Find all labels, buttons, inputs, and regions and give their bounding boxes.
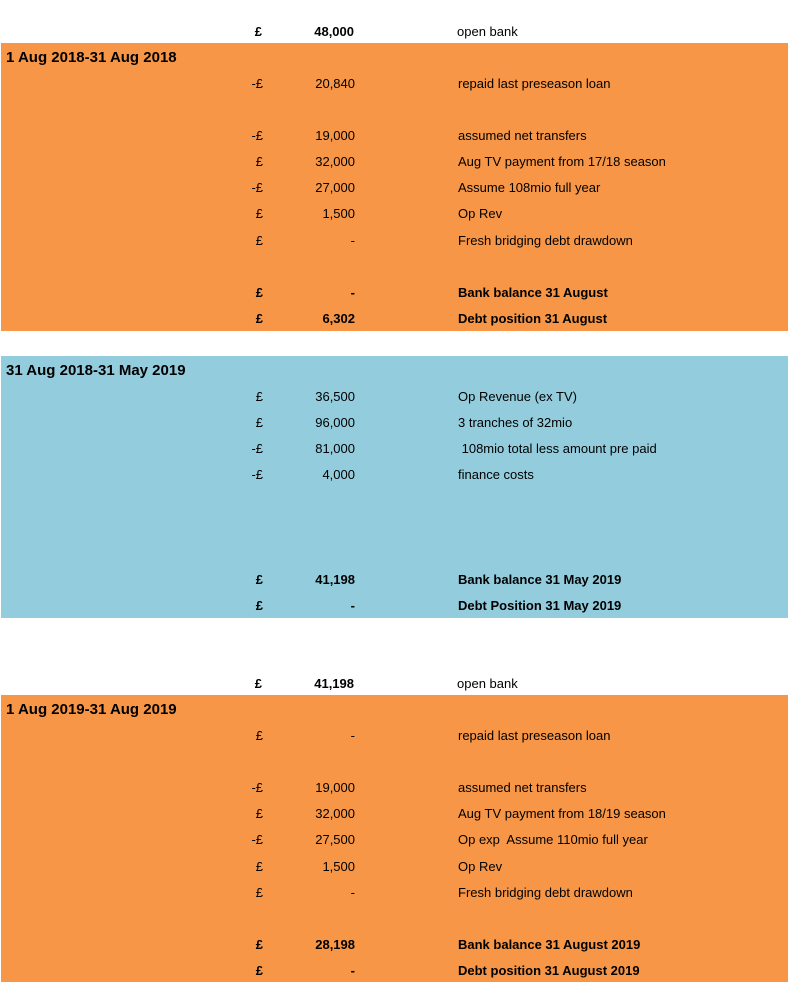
amount-cell: - [350, 885, 355, 900]
description-cell: assumed net transfers [458, 128, 587, 143]
amount-cell: 27,500 [315, 832, 355, 847]
description-cell: open bank [457, 24, 518, 39]
description-cell: 3 tranches of 32mio [458, 415, 573, 430]
section-title: 1 Aug 2018-31 Aug 2018 [6, 49, 177, 66]
description-cell: Bank balance 31 August [458, 285, 608, 300]
currency-cell: £ [255, 206, 263, 221]
amount-cell: - [350, 963, 355, 978]
table-row [1, 854, 793, 880]
amount-cell: 19,000 [315, 128, 355, 143]
total-row [1, 567, 793, 593]
table-row [1, 123, 793, 149]
currency-cell: £ [255, 598, 263, 613]
open-bank-row [0, 671, 793, 697]
description-cell: Debt position 31 August [458, 311, 608, 326]
description-cell: Bank balance 31 August 2019 [458, 937, 641, 952]
currency-cell: £ [255, 572, 263, 587]
section-title-row [1, 358, 793, 384]
description-cell: Op Revenue (ex TV) [458, 389, 577, 404]
currency-cell: £ [255, 728, 263, 743]
amount-cell: 32,000 [315, 806, 355, 821]
section-title: 1 Aug 2019-31 Aug 2019 [6, 701, 177, 718]
table-row [1, 462, 793, 488]
currency-cell: £ [255, 285, 263, 300]
amount-cell: - [350, 728, 355, 743]
currency-cell: -£ [251, 441, 263, 456]
currency-cell: £ [255, 963, 263, 978]
currency-cell: -£ [251, 128, 263, 143]
description-cell: Debt position 31 August 2019 [458, 963, 640, 978]
description-cell: Aug TV payment from 17/18 season [458, 154, 666, 169]
currency-cell: £ [254, 24, 262, 39]
currency-cell: -£ [251, 76, 263, 91]
table-row [1, 175, 793, 201]
currency-cell: £ [255, 885, 263, 900]
section-may-2019 [1, 356, 788, 618]
amount-cell: 36,500 [315, 389, 355, 404]
description-cell: Bank balance 31 May 2019 [458, 572, 622, 587]
description-cell: Fresh bridging debt drawdown [458, 885, 633, 900]
amount-cell: 48,000 [314, 24, 354, 39]
description-cell: Fresh bridging debt drawdown [458, 233, 633, 248]
description-cell: Debt Position 31 May 2019 [458, 598, 622, 613]
currency-cell: £ [255, 311, 263, 326]
total-row [1, 306, 793, 332]
table-row [1, 149, 793, 175]
total-row [1, 280, 793, 306]
table-row [1, 384, 793, 410]
currency-cell: -£ [251, 780, 263, 795]
table-row [1, 775, 793, 801]
description-cell: 108mio total less amount pre paid [458, 441, 657, 456]
total-row [1, 593, 793, 619]
currency-cell: £ [255, 389, 263, 404]
table-row [1, 801, 793, 827]
table-row [1, 880, 793, 906]
description-cell: assumed net transfers [458, 780, 587, 795]
amount-cell: - [350, 598, 355, 613]
currency-cell: £ [255, 233, 263, 248]
currency-cell: -£ [251, 467, 263, 482]
table-row [1, 228, 793, 254]
currency-cell: £ [255, 806, 263, 821]
section-aug-2018 [1, 43, 788, 331]
table-row [1, 827, 793, 853]
section-aug-2019 [1, 695, 788, 982]
section-title-row [1, 45, 793, 71]
amount-cell: - [350, 233, 355, 248]
amount-cell: 4,000 [322, 467, 355, 482]
description-cell: Aug TV payment from 18/19 season [458, 806, 666, 821]
table-row [1, 201, 793, 227]
currency-cell: £ [255, 937, 263, 952]
description-cell: repaid last preseason loan [458, 728, 611, 743]
amount-cell: 1,500 [322, 859, 355, 874]
table-row [1, 410, 793, 436]
amount-cell: 41,198 [314, 676, 354, 691]
amount-cell: - [350, 285, 355, 300]
amount-cell: 81,000 [315, 441, 355, 456]
table-row [1, 71, 793, 97]
description-cell: Assume 108mio full year [458, 180, 601, 195]
amount-cell: 27,000 [315, 180, 355, 195]
amount-cell: 32,000 [315, 154, 355, 169]
total-row [1, 932, 793, 958]
open-bank-row [0, 19, 793, 45]
amount-cell: 96,000 [315, 415, 355, 430]
table-row [1, 723, 793, 749]
description-cell: open bank [457, 676, 518, 691]
currency-cell: £ [254, 676, 262, 691]
section-title-row [1, 697, 793, 723]
currency-cell: £ [255, 154, 263, 169]
description-cell: finance costs [458, 467, 534, 482]
total-row [1, 958, 793, 984]
amount-cell: 41,198 [315, 572, 355, 587]
description-cell: Op exp Assume 110mio full year [458, 832, 648, 847]
description-cell: repaid last preseason loan [458, 76, 611, 91]
amount-cell: 1,500 [322, 206, 355, 221]
table-row [1, 436, 793, 462]
amount-cell: 6,302 [322, 311, 355, 326]
currency-cell: -£ [251, 832, 263, 847]
currency-cell: £ [255, 415, 263, 430]
amount-cell: 20,840 [315, 76, 355, 91]
description-cell: Op Rev [458, 859, 503, 874]
description-cell: Op Rev [458, 206, 503, 221]
currency-cell: £ [255, 859, 263, 874]
currency-cell: -£ [251, 180, 263, 195]
section-title: 31 Aug 2018-31 May 2019 [6, 362, 186, 379]
amount-cell: 19,000 [315, 780, 355, 795]
amount-cell: 28,198 [315, 937, 355, 952]
